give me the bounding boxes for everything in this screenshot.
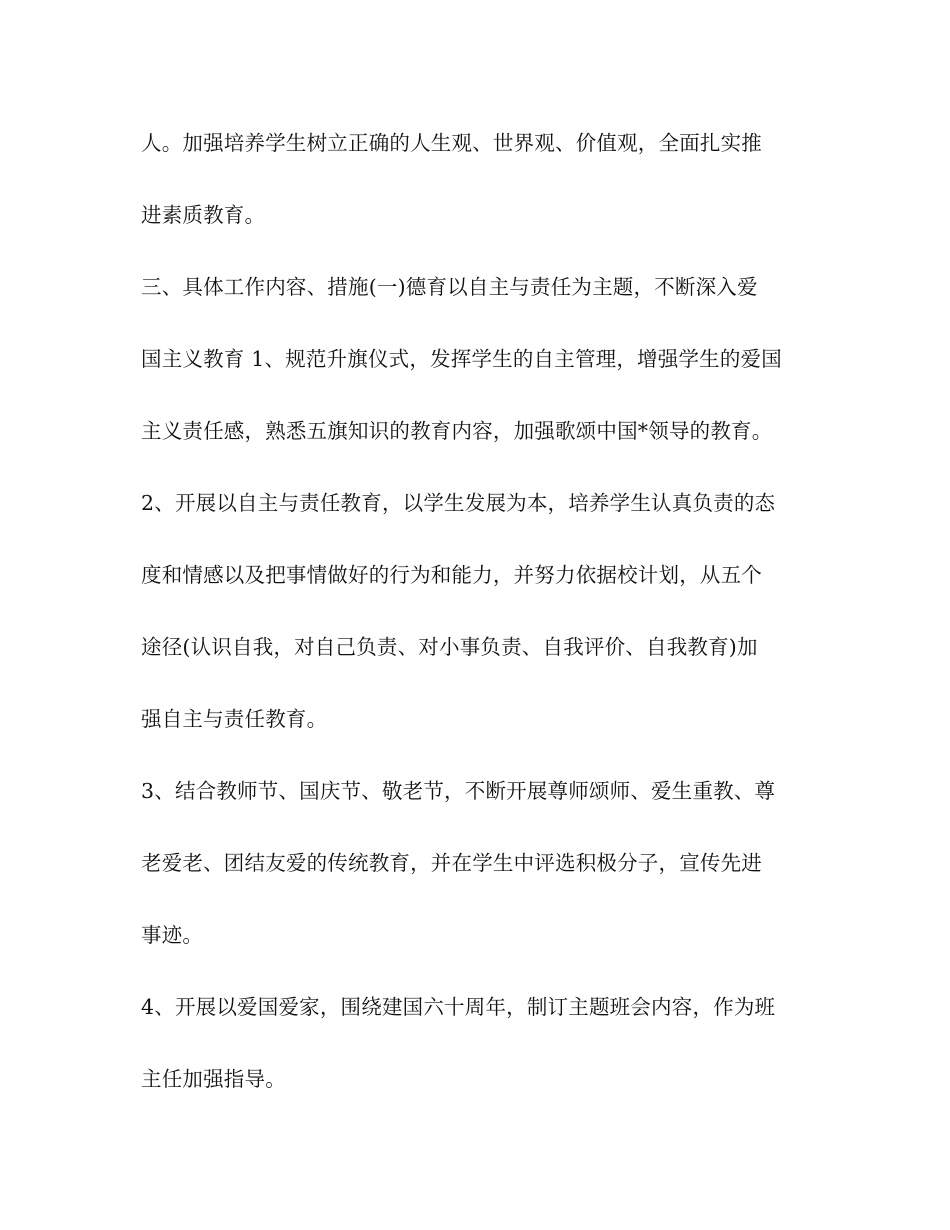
text-line: 主义责任感，熟悉五旗知识的教育内容，加强歌颂中国*领导的教育。 (141, 419, 773, 443)
text-line: 3、结合教师节、国庆节、敬老节，不断开展尊师颂师、爱生重教、尊 (141, 779, 776, 803)
text-line: 途径(认识自我，对自己负责、对小事负责、自我评价、自我教育)加 (141, 635, 758, 659)
text-line: 事迹。 (141, 923, 204, 947)
text-line: 强自主与责任教育。 (141, 707, 328, 731)
text-line: 国主义教育 1、规范升旗仪式，发挥学生的自主管理，增强学生的爱国 (141, 347, 782, 371)
text-line: 进素质教育。 (141, 203, 266, 227)
text-line: 人。加强培养学生树立正确的人生观、世界观、价值观，全面扎实推 (141, 131, 762, 155)
text-line: 三、具体工作内容、措施(一)德育以自主与责任为主题，不断深入爱 (141, 275, 758, 299)
text-line: 主任加强指导。 (141, 1067, 286, 1091)
text-line: 2、开展以自主与责任教育，以学生发展为本，培养学生认真负责的态 (141, 491, 776, 515)
text-line: 4、开展以爱国爱家，围绕建国六十周年，制订主题班会内容，作为班 (141, 995, 776, 1019)
text-line: 度和情感以及把事情做好的行为和能力，并努力依据校计划，从五个 (141, 563, 762, 587)
text-line: 老爱老、团结友爱的传统教育，并在学生中评选积极分子，宣传先进 (141, 851, 762, 875)
